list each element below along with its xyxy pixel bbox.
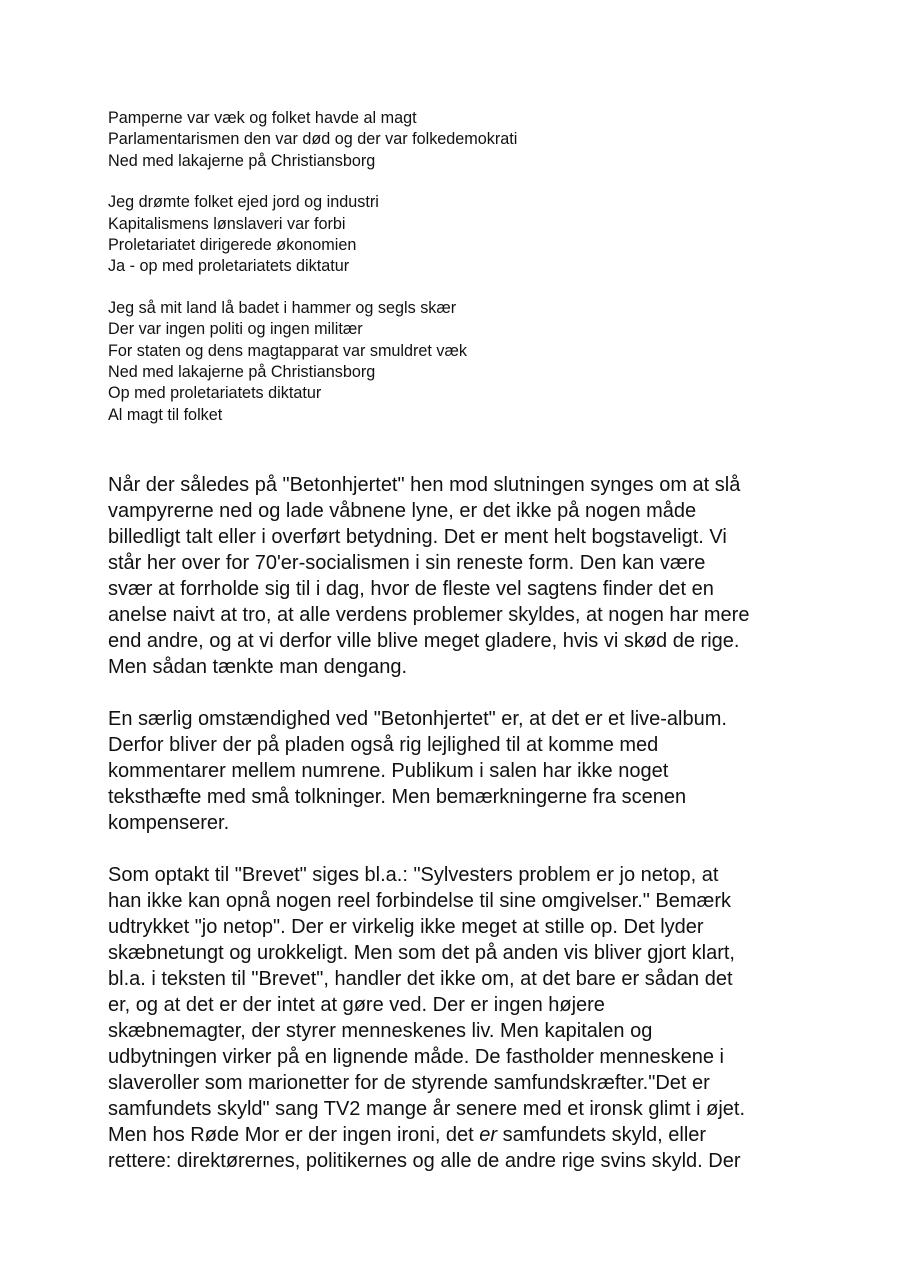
text-line: En særlig omstændighed ved "Betonhjertet" er, at det er et live-album. bbox=[108, 708, 727, 731]
lyric-line: Al magt til folket bbox=[108, 405, 223, 424]
stanza bbox=[108, 192, 808, 278]
text-fragment: Men hos Røde Mor er der ingen ironi, det bbox=[108, 1124, 480, 1147]
text-fragment: samfundets skyld, eller bbox=[497, 1124, 707, 1147]
text-line: Når der således på "Betonhjertet" hen mod slutningen synges om at slå bbox=[108, 474, 741, 497]
text-line: rettere: direktørernes, politikernes og alle de andre rige svins skyld. Der bbox=[108, 1150, 741, 1173]
text-line: han ikke kan opnå nogen reel forbindelse til sine omgivelser." Bemærk bbox=[108, 890, 731, 913]
text-line: slaveroller som marionetter for de styrende samfundskræfter."Det er bbox=[108, 1072, 710, 1095]
lyric-line: Parlamentarismen den var død og der var folkedemokrati bbox=[108, 130, 518, 149]
text-line: udtrykket "jo netop". Der er virkelig ikke meget at stille op. Det lyder bbox=[108, 916, 704, 939]
body-text bbox=[108, 472, 808, 1174]
lyric-line: Ja - op med proletariatets diktatur bbox=[108, 257, 350, 276]
text-line: Derfor bliver der på pladen også rig lejlighed til at komme med bbox=[108, 734, 659, 757]
text-line: billedligt talt eller i overført betydning. Det er ment helt bogstaveligt. Vi bbox=[108, 526, 727, 549]
emphasized-word: er bbox=[479, 1124, 498, 1147]
text-line: samfundets skyld" sang TV2 mange år senere med et ironsk glimt i øjet. bbox=[108, 1098, 746, 1121]
lyric-line: Jeg drømte folket ejed jord og industri bbox=[108, 193, 379, 212]
lyric-line: For staten og dens magtapparat var smuldret væk bbox=[108, 341, 467, 360]
text-line: bl.a. i teksten til "Brevet", handler det ikke om, at det bare er sådan det bbox=[108, 968, 733, 991]
text-line: kompenserer. bbox=[108, 812, 230, 835]
stanza bbox=[108, 108, 808, 172]
stanza bbox=[108, 298, 808, 426]
paragraph bbox=[108, 472, 808, 680]
text-line: står her over for 70'er-socialismen i sin reneste form. Den kan være bbox=[108, 552, 706, 575]
text-line: skæbnemagter, der styrer menneskenes liv. Men kapitalen og bbox=[108, 1020, 653, 1043]
lyric-line: Jeg så mit land lå badet i hammer og segls skær bbox=[108, 298, 457, 317]
lyric-line: Proletariatet dirigerede økonomien bbox=[108, 236, 357, 255]
paragraph bbox=[108, 706, 808, 836]
paragraph bbox=[108, 862, 808, 1174]
lyric-line: Der var ingen politi og ingen militær bbox=[108, 320, 363, 339]
text-line bbox=[108, 1122, 808, 1148]
text-line: anelse naivt at tro, at alle verdens problemer skyldes, at nogen har mere bbox=[108, 604, 750, 627]
text-line: svær at forrholde sig til i dag, hvor de fleste vel sagtens finder det en bbox=[108, 578, 714, 601]
text-line: kommentarer mellem numrene. Publikum i salen har ikke noget bbox=[108, 760, 669, 783]
song-lyrics bbox=[108, 108, 808, 426]
text-line: vampyrerne ned og lade våbnene lyne, er det ikke på nogen måde bbox=[108, 500, 697, 523]
text-line: er, og at det er der intet at gøre ved. Der er ingen højere bbox=[108, 994, 605, 1017]
lyric-line: Op med proletariatets diktatur bbox=[108, 384, 322, 403]
text-line: Som optakt til "Brevet" siges bl.a.: "Sylvesters problem er jo netop, at bbox=[108, 864, 719, 887]
lyric-line: Kapitalismens lønslaveri var forbi bbox=[108, 214, 346, 233]
text-line: teksthæfte med små tolkninger. Men bemærkningerne fra scenen bbox=[108, 786, 687, 809]
lyric-line: Ned med lakajerne på Christiansborg bbox=[108, 151, 376, 170]
text-line: udbytningen virker på en lignende måde. De fastholder menneskene i bbox=[108, 1046, 724, 1069]
text-line: Men sådan tænkte man dengang. bbox=[108, 656, 408, 679]
text-line: skæbnetungt og urokkeligt. Men som det på anden vis bliver gjort klart, bbox=[108, 942, 735, 965]
lyric-line: Ned med lakajerne på Christiansborg bbox=[108, 363, 376, 382]
document-page bbox=[108, 108, 808, 1174]
lyric-line: Pamperne var væk og folket havde al magt bbox=[108, 109, 417, 127]
text-line: end andre, og at vi derfor ville blive meget gladere, hvis vi skød de rige. bbox=[108, 630, 740, 653]
